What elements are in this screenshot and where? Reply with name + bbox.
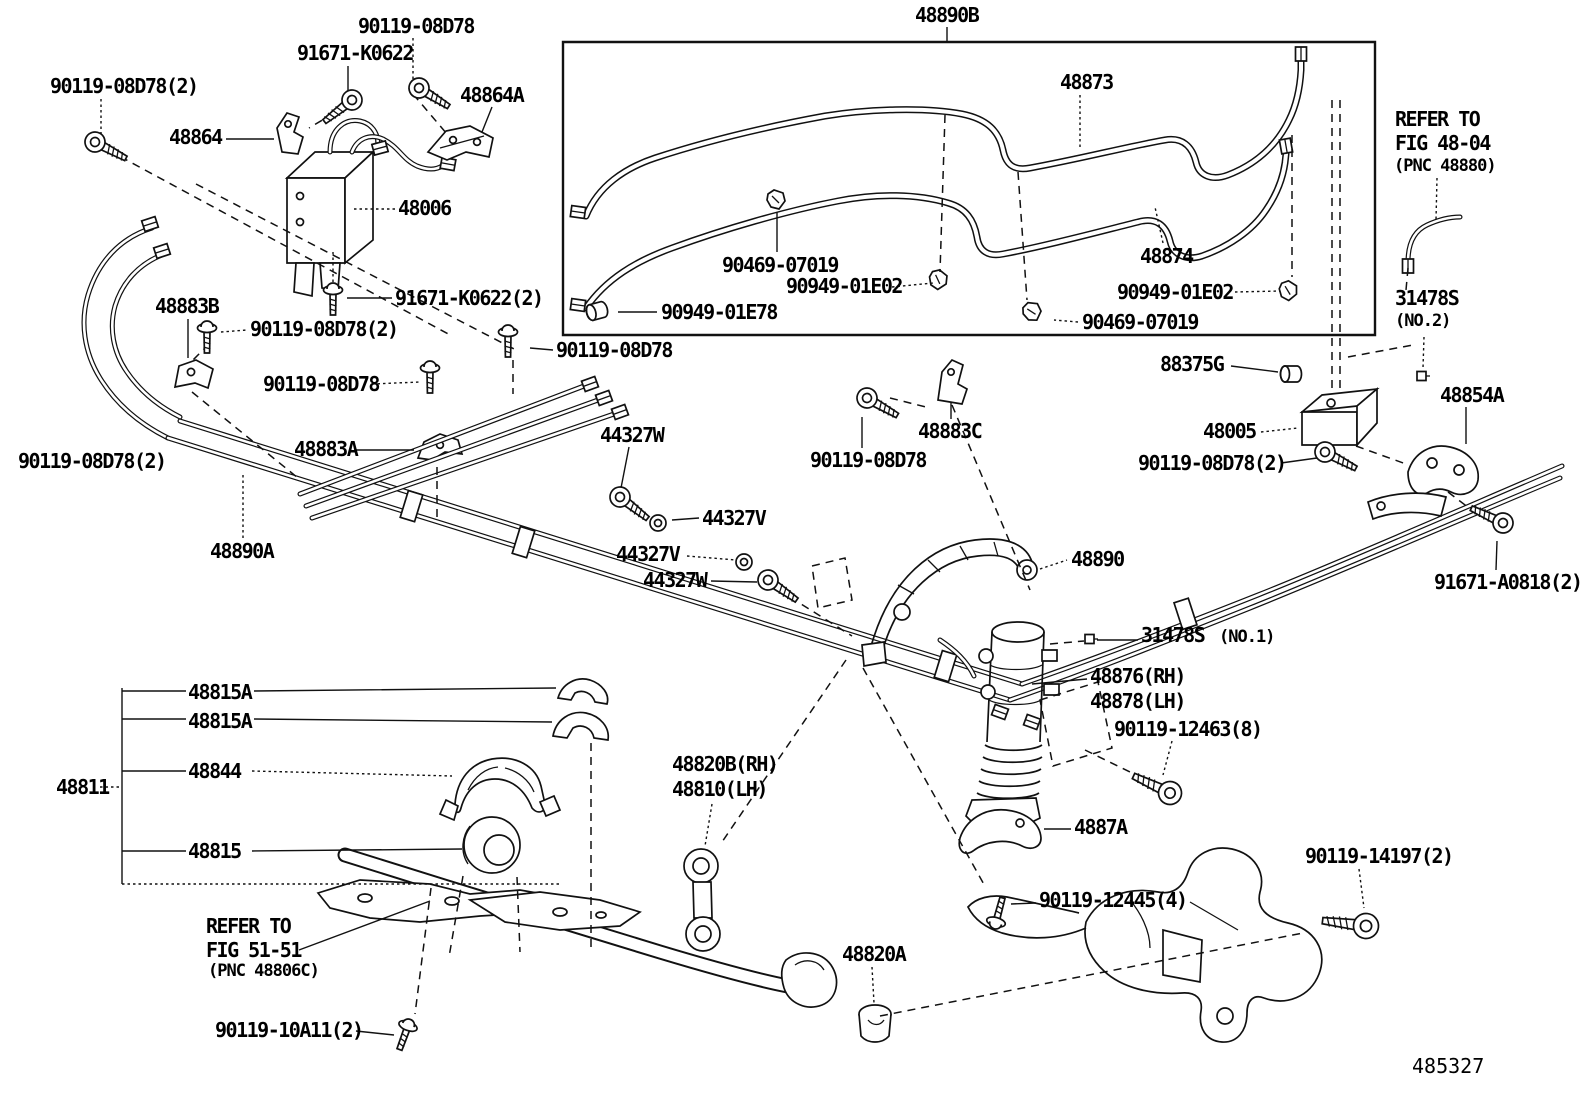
part-label-refer-to: REFER TO [206,914,291,938]
part-label-48878-lh-: 48878(LH) [1090,689,1185,713]
part-label-91671-k0622: 91671-K0622 [297,41,413,65]
part-label-48810-lh-: 48810(LH) [672,777,767,801]
part-label-48005: 48005 [1203,419,1256,443]
part-label-48873: 48873 [1060,70,1113,94]
part-label-48854a: 48854A [1440,383,1504,407]
part-label-48844: 48844 [188,759,241,783]
part-label-90119-08d78: 90119-08D78 [810,448,926,472]
part-label-fig-51-51: FIG 51-51 [206,938,301,962]
part-label-90119-10a11-2-: 90119-10A11(2) [215,1018,363,1042]
part-label-90119-12445-4-: 90119-12445(4) [1039,888,1187,912]
part-label-91671-a0818-2-: 91671-A0818(2) [1434,570,1582,594]
part-label-88375g: 88375G [1160,352,1224,376]
part-label-90119-08d78: 90119-08D78 [556,338,672,362]
part-label-90469-07019: 90469-07019 [1082,310,1198,334]
part-label-48874: 48874 [1140,244,1193,268]
part-label-48883c: 48883C [918,419,982,443]
part-label-48883b: 48883B [155,294,219,318]
part-label-48876-rh-: 48876(RH) [1090,664,1185,688]
part-label-48815a: 48815A [188,680,252,704]
part-label-48864a: 48864A [460,83,524,107]
part-label-48890a: 48890A [210,539,274,563]
part-label-refer-to: REFER TO [1395,107,1480,131]
part-label-48815a: 48815A [188,709,252,733]
part-label-48890b: 48890B [915,3,979,27]
part-label-48890: 48890 [1071,547,1124,571]
part-label-90119-14197-2-: 90119-14197(2) [1305,844,1453,868]
part-label-485327: 485327 [1412,1054,1485,1078]
part-label-90119-08d78-2-: 90119-08D78(2) [50,74,198,98]
part-label-48820b-rh-: 48820B(RH) [672,752,778,776]
part-label-44327v: 44327V [702,506,766,530]
part-label-91671-k0622-2-: 91671-K0622(2) [395,286,543,310]
part-label-31478s: 31478S [1395,286,1459,310]
part-label-90119-08d78-2-: 90119-08D78(2) [18,449,166,473]
part-label-90119-08d78-2-: 90119-08D78(2) [250,317,398,341]
part-label-44327w: 44327W [643,568,707,592]
part-label-fig-48-04: FIG 48-04 [1395,131,1490,155]
part-label-90119-12463-8-: 90119-12463(8) [1114,717,1262,741]
part-label-90119-08d78: 90119-08D78 [358,14,474,38]
part-label-90949-01e78: 90949-01E78 [661,300,777,324]
part-label-44327v: 44327V [616,542,680,566]
part-label-48006: 48006 [398,196,451,220]
part-label-48820a: 48820A [842,942,906,966]
part-label-48815: 48815 [188,839,241,863]
part-label-90949-01e02: 90949-01E02 [1117,280,1233,304]
part-label-90949-01e02: 90949-01E02 [786,274,902,298]
part-label--no-1-: (NO.1) [1219,627,1275,647]
part-label--pnc-48880-: (PNC 48880) [1394,156,1496,176]
part-label-90119-08d78-2-: 90119-08D78(2) [1138,451,1286,475]
part-label-48811: 48811 [56,775,109,799]
part-label-90469-07019: 90469-07019 [722,253,838,277]
part-label-48864: 48864 [169,125,222,149]
part-label-90119-08d78: 90119-08D78 [263,372,379,396]
part-label-44327w: 44327W [600,423,664,447]
part-label-4887a: 4887A [1074,815,1127,839]
part-label--no-2-: (NO.2) [1395,311,1451,331]
part-label-31478s: 31478S [1141,623,1205,647]
part-label--pnc-48806c-: (PNC 48806C) [208,961,319,981]
part-label-48883a: 48883A [294,437,358,461]
